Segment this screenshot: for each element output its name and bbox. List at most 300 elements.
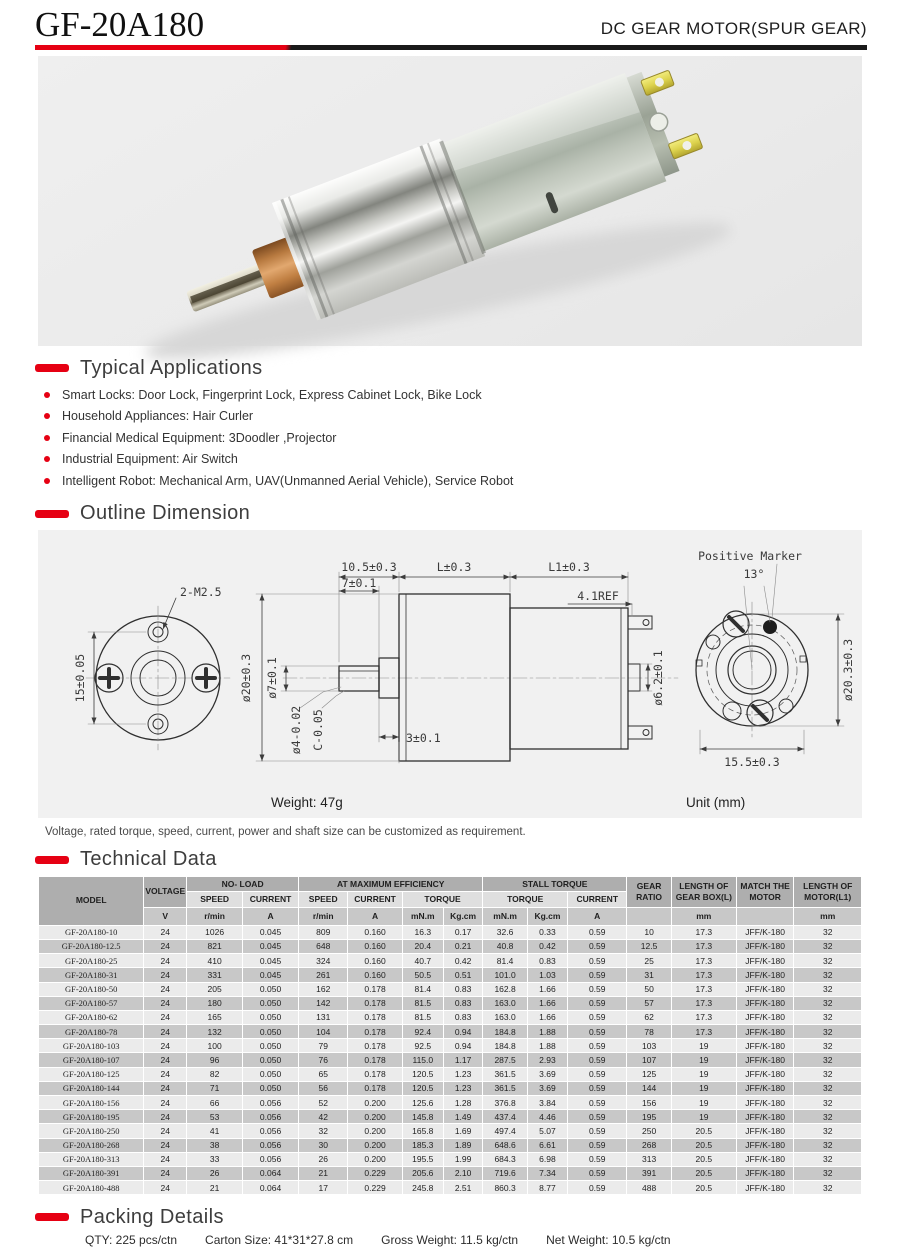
table-cell: 163.0 — [483, 1010, 527, 1024]
table-cell: 1.66 — [527, 1010, 567, 1024]
table-cell: 0.178 — [348, 1039, 402, 1053]
table-row — [39, 982, 862, 996]
table-cell: 0.178 — [348, 996, 402, 1010]
col-header-current: CURRENT — [243, 892, 299, 908]
table-cell: 0.229 — [348, 1181, 402, 1195]
table-cell: JFF/K-180 — [736, 996, 794, 1010]
col-header-current: CURRENT — [568, 892, 627, 908]
table-cell: 24 — [144, 968, 187, 982]
table-cell: 324 — [299, 954, 348, 968]
table-cell: 1.69 — [443, 1124, 483, 1138]
table-cell: 32 — [794, 996, 862, 1010]
unit-cell: r/min — [187, 907, 243, 925]
table-cell: 65 — [299, 1067, 348, 1081]
model-cell: GF-20A180-25 — [39, 954, 144, 968]
table-cell: 1.49 — [443, 1110, 483, 1124]
table-cell: 32 — [794, 1025, 862, 1039]
weight-label: Weight: 47g — [271, 794, 343, 810]
table-cell: 163.0 — [483, 996, 527, 1010]
table-cell: 0.94 — [443, 1039, 483, 1053]
table-cell: 0.050 — [243, 1053, 299, 1067]
table-cell: 0.178 — [348, 1010, 402, 1024]
page-subtitle: DC GEAR MOTOR(SPUR GEAR) — [600, 19, 867, 38]
table-cell: 120.5 — [402, 1081, 443, 1095]
section-title-packing: Packing Details — [35, 1205, 900, 1229]
table-cell: 81.4 — [402, 982, 443, 996]
dim-label-gearbox-len: L±0.3 — [436, 559, 472, 574]
red-dash-icon — [35, 856, 69, 864]
table-cell: 0.94 — [443, 1025, 483, 1039]
table-cell: 125.6 — [402, 1096, 443, 1110]
table-row — [39, 1152, 862, 1166]
table-cell: 79 — [299, 1039, 348, 1053]
table-cell: 0.160 — [348, 925, 402, 939]
table-cell: 33 — [187, 1152, 243, 1166]
table-cell: 17.3 — [671, 1025, 736, 1039]
table-cell: 8.77 — [527, 1181, 567, 1195]
table-cell: 331 — [187, 968, 243, 982]
table-cell: 24 — [144, 1124, 187, 1138]
dim-label-chamfer: C-0.05 — [311, 708, 325, 751]
table-cell: 25 — [627, 954, 671, 968]
table-cell: 3.69 — [527, 1067, 567, 1081]
table-cell: 1.88 — [527, 1025, 567, 1039]
table-cell: 0.178 — [348, 1025, 402, 1039]
table-cell: 0.045 — [243, 939, 299, 953]
dim-label-screws: 2-M2.5 — [180, 584, 222, 599]
col-header-torque: TORQUE — [483, 892, 568, 908]
table-cell: 32 — [794, 1053, 862, 1067]
section-title-applications: Typical Applications — [35, 356, 900, 380]
table-cell: 497.4 — [483, 1124, 527, 1138]
table-cell: 17.3 — [671, 939, 736, 953]
model-cell: GF-20A180-144 — [39, 1081, 144, 1095]
model-cell: GF-20A180-488 — [39, 1181, 144, 1195]
table-cell: 0.064 — [243, 1181, 299, 1195]
table-cell: 32 — [794, 1138, 862, 1152]
table-cell: 2.93 — [527, 1053, 567, 1067]
dim-label-terminal-pitch: 15.5±0.3 — [724, 754, 780, 769]
table-cell: JFF/K-180 — [736, 1067, 794, 1081]
table-cell: 32 — [794, 939, 862, 953]
dim-label-boss-dia: ø7±0.1 — [265, 656, 279, 699]
bullet-icon — [44, 435, 50, 441]
table-cell: 361.5 — [483, 1067, 527, 1081]
table-cell: 6.61 — [527, 1138, 567, 1152]
model-cell: GF-20A180-391 — [39, 1166, 144, 1180]
table-cell: 0.59 — [568, 1124, 627, 1138]
table-cell: 144 — [627, 1081, 671, 1095]
table-cell: 0.59 — [568, 1096, 627, 1110]
table-cell: 101.0 — [483, 968, 527, 982]
table-cell: 78 — [627, 1025, 671, 1039]
table-cell: 19 — [671, 1096, 736, 1110]
unit-cell: mN.m — [402, 907, 443, 925]
unit-cell: Kg.cm — [443, 907, 483, 925]
table-cell: 1.23 — [443, 1067, 483, 1081]
table-row — [39, 1067, 862, 1081]
table-cell: 32 — [794, 1166, 862, 1180]
table-cell: 19 — [671, 1110, 736, 1124]
table-cell: 0.59 — [568, 1138, 627, 1152]
table-cell: 0.050 — [243, 1067, 299, 1081]
table-cell: 376.8 — [483, 1096, 527, 1110]
table-cell: 0.59 — [568, 1053, 627, 1067]
table-cell: 107 — [627, 1053, 671, 1067]
table-cell: 21 — [299, 1166, 348, 1180]
table-cell: 40.7 — [402, 954, 443, 968]
table-cell: 0.050 — [243, 1025, 299, 1039]
table-cell: 821 — [187, 939, 243, 953]
table-cell: 17.3 — [671, 1010, 736, 1024]
table-cell: JFF/K-180 — [736, 1181, 794, 1195]
table-cell: 24 — [144, 1067, 187, 1081]
table-cell: 0.59 — [568, 1039, 627, 1053]
table-cell: 860.3 — [483, 1181, 527, 1195]
table-cell: 195 — [627, 1110, 671, 1124]
col-header-max-efficiency: AT MAXIMUM EFFICIENCY — [299, 876, 483, 892]
table-cell: 20.5 — [671, 1138, 736, 1152]
table-cell: 0.056 — [243, 1124, 299, 1138]
table-cell: 19 — [671, 1067, 736, 1081]
page-title: GF-20A180 — [35, 5, 205, 44]
table-cell: 1.23 — [443, 1081, 483, 1095]
section-title-technical: Technical Data — [35, 848, 900, 872]
bullet-icon — [44, 392, 50, 398]
table-cell: 24 — [144, 1096, 187, 1110]
table-cell: 76 — [299, 1053, 348, 1067]
table-cell: 0.59 — [568, 1025, 627, 1039]
table-cell: 32 — [794, 925, 862, 939]
table-cell: 24 — [144, 939, 187, 953]
unit-cell: A — [568, 907, 627, 925]
table-cell: JFF/K-180 — [736, 1025, 794, 1039]
table-cell: 1.88 — [527, 1039, 567, 1053]
table-cell: 488 — [627, 1181, 671, 1195]
table-cell: 719.6 — [483, 1166, 527, 1180]
packing-item-net: Net Weight: 10.5 kg/ctn — [546, 1233, 671, 1247]
table-cell: 0.83 — [527, 954, 567, 968]
table-cell: 32 — [794, 1152, 862, 1166]
col-header-current: CURRENT — [348, 892, 402, 908]
table-cell: 26 — [299, 1152, 348, 1166]
table-row — [39, 1010, 862, 1024]
col-header-model: MODEL — [39, 876, 144, 925]
table-cell: 96 — [187, 1053, 243, 1067]
table-cell: 0.050 — [243, 996, 299, 1010]
packing-item-gross: Gross Weight: 11.5 kg/ctn — [381, 1233, 519, 1247]
unit-cell: A — [243, 907, 299, 925]
cad-drawing — [38, 530, 862, 818]
table-cell: 81.5 — [402, 996, 443, 1010]
table-row — [39, 1124, 862, 1138]
dim-label-shaft-len: 7±0.1 — [341, 575, 377, 590]
table-cell: 809 — [299, 925, 348, 939]
table-cell: 2.10 — [443, 1166, 483, 1180]
table-cell: 261 — [299, 968, 348, 982]
table-cell: 184.8 — [483, 1025, 527, 1039]
table-cell: 180 — [187, 996, 243, 1010]
table-cell: 361.5 — [483, 1081, 527, 1095]
unit-cell-blank — [736, 907, 794, 925]
table-cell: 32 — [794, 968, 862, 982]
table-cell: 19 — [671, 1039, 736, 1053]
table-cell: 82 — [187, 1067, 243, 1081]
bullet-icon — [44, 456, 50, 462]
section-title-outline: Outline Dimension — [35, 502, 900, 526]
table-cell: 24 — [144, 982, 187, 996]
model-cell: GF-20A180-107 — [39, 1053, 144, 1067]
table-cell: 391 — [627, 1166, 671, 1180]
bullet-icon — [44, 478, 50, 484]
table-cell: 17.3 — [671, 954, 736, 968]
table-cell: 32 — [794, 1181, 862, 1195]
model-cell: GF-20A180-156 — [39, 1096, 144, 1110]
table-cell: 24 — [144, 1181, 187, 1195]
table-cell: 0.200 — [348, 1110, 402, 1124]
table-row — [39, 996, 862, 1010]
table-cell: JFF/K-180 — [736, 1110, 794, 1124]
table-cell: 0.59 — [568, 1152, 627, 1166]
table-cell: 1.17 — [443, 1053, 483, 1067]
table-cell: 132 — [187, 1025, 243, 1039]
col-header-gearbox-length: LENGTH OF GEAR BOX(L) — [671, 876, 736, 907]
col-header-stall-torque: STALL TORQUE — [483, 876, 627, 892]
unit-cell: mm — [794, 907, 862, 925]
table-cell: 0.59 — [568, 954, 627, 968]
dim-label-motor-len: L1±0.3 — [548, 559, 590, 574]
table-cell: 32 — [794, 982, 862, 996]
application-item: Smart Locks: Door Lock, Fingerprint Lock, Express Cabinet Lock, Bike Lock — [44, 384, 900, 406]
table-cell: 32 — [794, 954, 862, 968]
table-row — [39, 1053, 862, 1067]
table-cell: 0.59 — [568, 1181, 627, 1195]
application-item: Household Appliances: Hair Curler — [44, 406, 900, 428]
unit-cell: V — [144, 907, 187, 925]
table-cell: 684.3 — [483, 1152, 527, 1166]
table-cell: 648 — [299, 939, 348, 953]
table-cell: 0.178 — [348, 1081, 402, 1095]
table-cell: 26 — [187, 1166, 243, 1180]
table-cell: 32 — [794, 1067, 862, 1081]
table-cell: 20.4 — [402, 939, 443, 953]
table-cell: 268 — [627, 1138, 671, 1152]
table-cell: 62 — [627, 1010, 671, 1024]
application-item: Industrial Equipment: Air Switch — [44, 449, 900, 471]
table-cell: 0.200 — [348, 1096, 402, 1110]
customization-note: Voltage, rated torque, speed, current, power and shaft size can be customized as requirement. — [45, 825, 526, 838]
table-cell: 0.17 — [443, 925, 483, 939]
table-cell: 145.8 — [402, 1110, 443, 1124]
table-row — [39, 1110, 862, 1124]
rear-view — [696, 564, 844, 754]
table-cell: 0.59 — [568, 1067, 627, 1081]
table-cell: 0.59 — [568, 982, 627, 996]
table-row — [39, 954, 862, 968]
dim-label-positive-marker: Positive Marker — [698, 548, 802, 563]
table-cell: 24 — [144, 1039, 187, 1053]
table-cell: 2.51 — [443, 1181, 483, 1195]
table-cell: 0.056 — [243, 1138, 299, 1152]
model-cell: GF-20A180-10 — [39, 925, 144, 939]
table-cell: 131 — [299, 1010, 348, 1024]
table-cell: 92.5 — [402, 1039, 443, 1053]
table-cell: 410 — [187, 954, 243, 968]
table-cell: 17 — [299, 1181, 348, 1195]
table-cell: 0.21 — [443, 939, 483, 953]
table-row — [39, 1039, 862, 1053]
table-cell: 0.178 — [348, 1067, 402, 1081]
unit-cell-blank — [627, 907, 671, 925]
table-cell: 32 — [794, 1081, 862, 1095]
product-photo — [38, 56, 862, 346]
table-cell: 32 — [299, 1124, 348, 1138]
table-cell: 0.51 — [443, 968, 483, 982]
table-cell: JFF/K-180 — [736, 954, 794, 968]
table-cell: 66 — [187, 1096, 243, 1110]
unit-cell: Kg.cm — [527, 907, 567, 925]
col-header-voltage: VOLTAGE — [144, 876, 187, 907]
table-cell: 10 — [627, 925, 671, 939]
table-cell: 40.8 — [483, 939, 527, 953]
red-dash-icon — [35, 510, 69, 518]
table-cell: 92.4 — [402, 1025, 443, 1039]
table-cell: 17.3 — [671, 925, 736, 939]
table-cell: 250 — [627, 1124, 671, 1138]
table-cell: 0.050 — [243, 982, 299, 996]
table-cell: 50.5 — [402, 968, 443, 982]
table-cell: JFF/K-180 — [736, 925, 794, 939]
packing-item-qty: QTY: 225 pcs/ctn — [85, 1233, 178, 1247]
table-cell: JFF/K-180 — [736, 939, 794, 953]
table-cell: JFF/K-180 — [736, 1081, 794, 1095]
table-cell: 0.160 — [348, 968, 402, 982]
table-cell: 3.84 — [527, 1096, 567, 1110]
table-cell: 24 — [144, 1010, 187, 1024]
table-cell: JFF/K-180 — [736, 982, 794, 996]
table-cell: 6.98 — [527, 1152, 567, 1166]
table-cell: 0.59 — [568, 996, 627, 1010]
table-cell: 17.3 — [671, 968, 736, 982]
table-cell: 195.5 — [402, 1152, 443, 1166]
table-cell: 19 — [671, 1081, 736, 1095]
table-cell: JFF/K-180 — [736, 1010, 794, 1024]
table-cell: 0.59 — [568, 1081, 627, 1095]
table-cell: 185.3 — [402, 1138, 443, 1152]
table-cell: 3.69 — [527, 1081, 567, 1095]
unit-cell: mN.m — [483, 907, 527, 925]
table-cell: 30 — [299, 1138, 348, 1152]
table-cell: JFF/K-180 — [736, 1096, 794, 1110]
table-row — [39, 1138, 862, 1152]
table-cell: 38 — [187, 1138, 243, 1152]
table-cell: 0.59 — [568, 1110, 627, 1124]
table-cell: 32 — [794, 1096, 862, 1110]
table-cell: 0.59 — [568, 968, 627, 982]
table-cell: 32 — [794, 1039, 862, 1053]
model-cell: GF-20A180-313 — [39, 1152, 144, 1166]
unit-cell: mm — [671, 907, 736, 925]
model-cell: GF-20A180-125 — [39, 1067, 144, 1081]
bullet-icon — [44, 413, 50, 419]
table-cell: 104 — [299, 1025, 348, 1039]
table-cell: 20.5 — [671, 1181, 736, 1195]
model-cell: GF-20A180-195 — [39, 1110, 144, 1124]
table-cell: 1.99 — [443, 1152, 483, 1166]
table-cell: 24 — [144, 1166, 187, 1180]
unit-cell: A — [348, 907, 402, 925]
table-cell: 20.5 — [671, 1166, 736, 1180]
col-header-match-motor: MATCH THE MOTOR — [736, 876, 794, 907]
table-cell: 0.200 — [348, 1152, 402, 1166]
dim-label-marker-angle: 13° — [743, 566, 765, 581]
table-cell: 0.160 — [348, 954, 402, 968]
red-dash-icon — [35, 364, 69, 372]
table-cell: 24 — [144, 996, 187, 1010]
table-row — [39, 1096, 862, 1110]
table-cell: 103 — [627, 1039, 671, 1053]
table-cell: 142 — [299, 996, 348, 1010]
table-cell: 20.5 — [671, 1152, 736, 1166]
table-cell: 7.34 — [527, 1166, 567, 1180]
table-cell: 0.045 — [243, 925, 299, 939]
table-cell: 100 — [187, 1039, 243, 1053]
model-cell: GF-20A180-62 — [39, 1010, 144, 1024]
table-cell: 32 — [794, 1110, 862, 1124]
model-cell: GF-20A180-268 — [39, 1138, 144, 1152]
table-row — [39, 968, 862, 982]
model-cell: GF-20A180-250 — [39, 1124, 144, 1138]
table-cell: 81.4 — [483, 954, 527, 968]
dimension-labels — [73, 549, 855, 769]
table-cell: JFF/K-180 — [736, 1138, 794, 1152]
table-cell: 0.160 — [348, 939, 402, 953]
dim-label-gearbox-dia: ø20±0.3 — [239, 653, 253, 702]
table-cell: 0.064 — [243, 1166, 299, 1180]
table-cell: 0.050 — [243, 1081, 299, 1095]
table-cell: 184.8 — [483, 1039, 527, 1053]
table-cell: 0.045 — [243, 954, 299, 968]
table-cell: 165 — [187, 1010, 243, 1024]
front-view — [86, 598, 230, 750]
table-cell: 32 — [794, 1124, 862, 1138]
model-cell: GF-20A180-31 — [39, 968, 144, 982]
table-cell: 0.42 — [527, 939, 567, 953]
table-cell: 1.89 — [443, 1138, 483, 1152]
table-cell: 437.4 — [483, 1110, 527, 1124]
table-cell: 165.8 — [402, 1124, 443, 1138]
table-cell: 41 — [187, 1124, 243, 1138]
table-cell: 1.66 — [527, 996, 567, 1010]
table-cell: 245.8 — [402, 1181, 443, 1195]
table-cell: 0.59 — [568, 1010, 627, 1024]
table-cell: 1.66 — [527, 982, 567, 996]
table-cell: 12.5 — [627, 939, 671, 953]
table-cell: 32.6 — [483, 925, 527, 939]
table-cell: 120.5 — [402, 1067, 443, 1081]
table-cell: 21 — [187, 1181, 243, 1195]
table-cell: JFF/K-180 — [736, 1166, 794, 1180]
table-cell: 0.056 — [243, 1110, 299, 1124]
unit-label: Unit (mm) — [686, 794, 746, 810]
table-cell: 52 — [299, 1096, 348, 1110]
header-rule — [35, 45, 867, 50]
model-cell: GF-20A180-12.5 — [39, 939, 144, 953]
applications-list — [44, 384, 900, 492]
table-cell: 205.6 — [402, 1166, 443, 1180]
page-header — [0, 0, 900, 44]
table-cell: 0.050 — [243, 1010, 299, 1024]
